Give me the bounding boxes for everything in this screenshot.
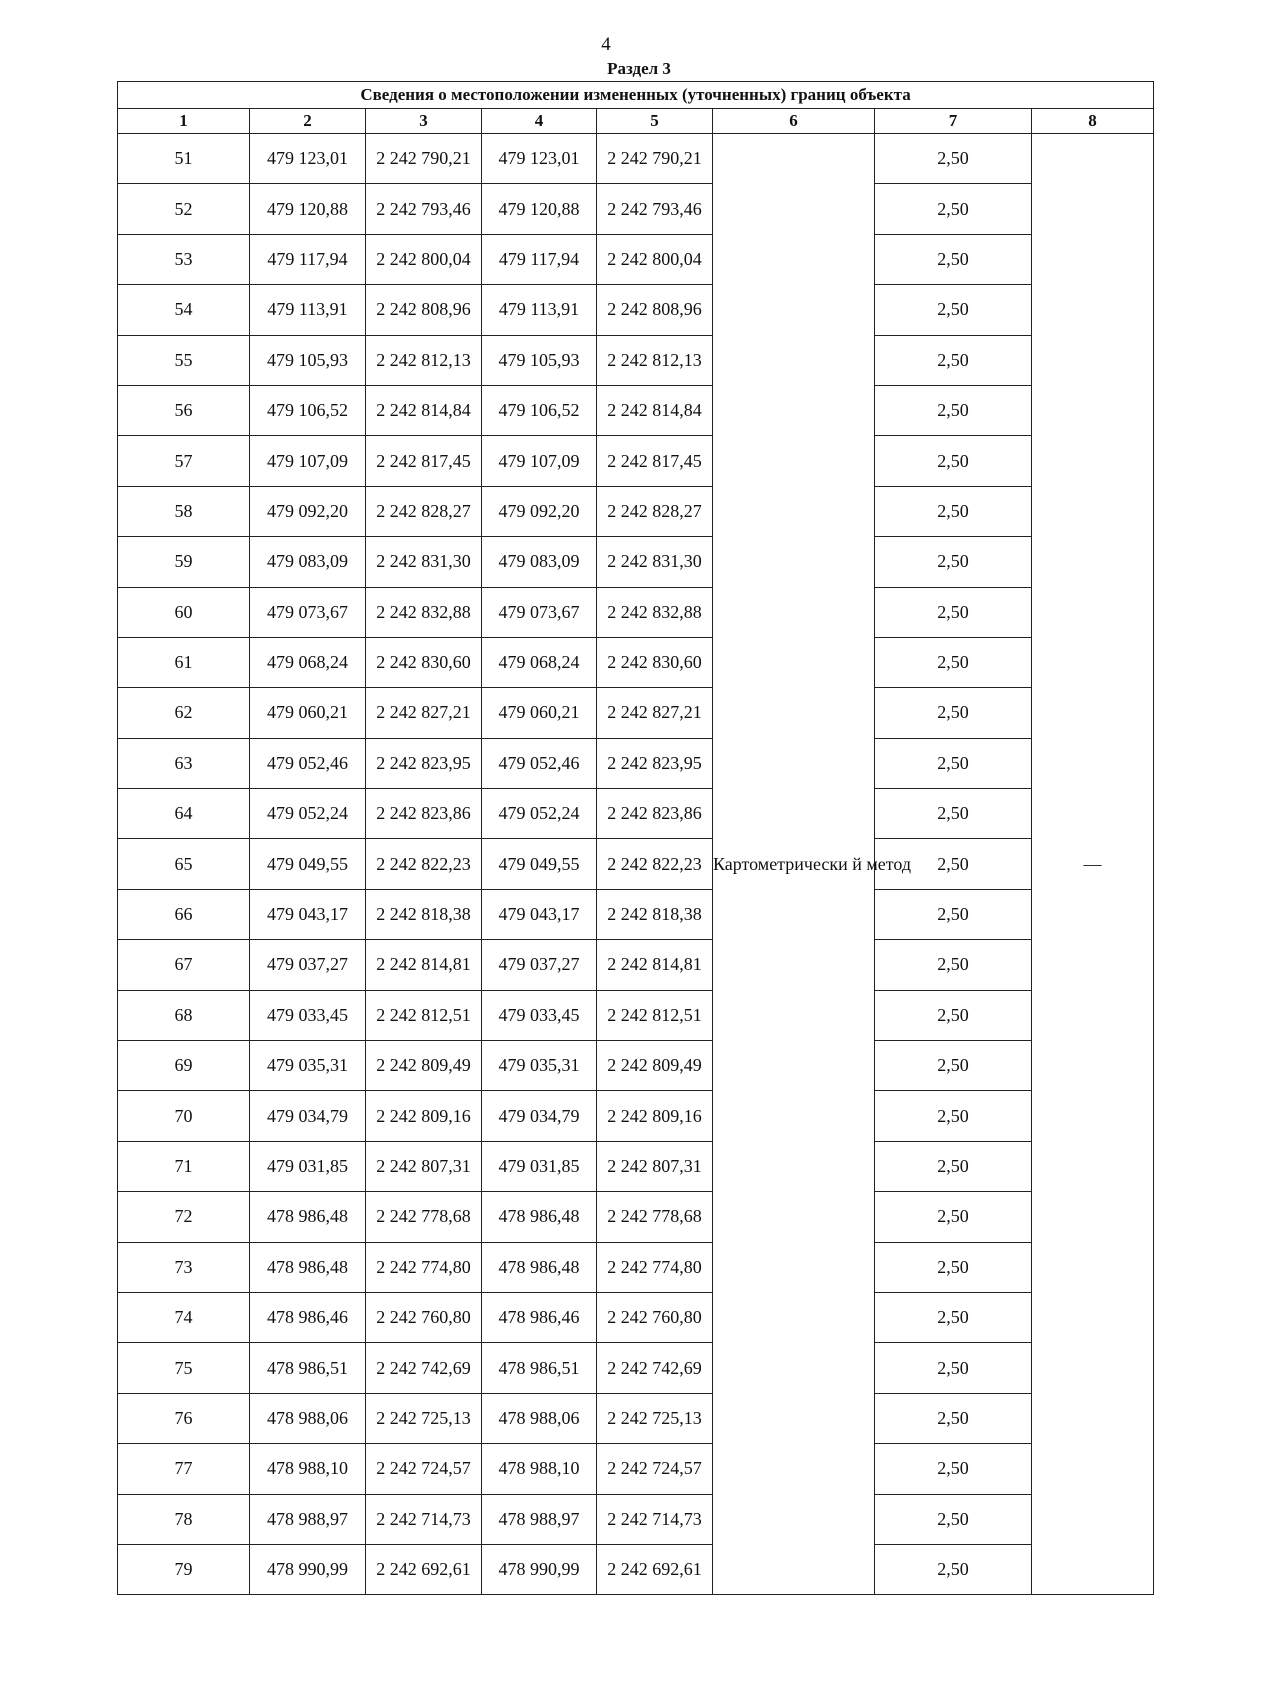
column-number: 1 [118, 109, 250, 134]
x-existing-cell: 479 052,46 [250, 738, 366, 788]
table-row [118, 990, 1154, 1040]
x-existing-cell: 478 986,48 [250, 1242, 366, 1292]
y-new-cell: 2 242 760,80 [597, 1292, 713, 1342]
point-number-cell: 65 [118, 839, 250, 889]
point-number-cell: 55 [118, 335, 250, 385]
y-existing-cell: 2 242 831,30 [366, 537, 482, 587]
y-new-cell: 2 242 827,21 [597, 688, 713, 738]
point-number-cell: 75 [118, 1343, 250, 1393]
x-existing-cell: 479 083,09 [250, 537, 366, 587]
table-row [118, 940, 1154, 990]
y-new-cell: 2 242 800,04 [597, 234, 713, 284]
table-row [118, 285, 1154, 335]
accuracy-cell: 2,50 [875, 1141, 1032, 1191]
y-existing-cell: 2 242 814,81 [366, 940, 482, 990]
y-existing-cell: 2 242 760,80 [366, 1292, 482, 1342]
accuracy-cell: 2,50 [875, 285, 1032, 335]
column-number: 7 [875, 109, 1032, 134]
accuracy-cell: 2,50 [875, 587, 1032, 637]
point-number-cell: 60 [118, 587, 250, 637]
x-existing-cell: 479 049,55 [250, 839, 366, 889]
point-number-cell: 72 [118, 1192, 250, 1242]
y-existing-cell: 2 242 832,88 [366, 587, 482, 637]
accuracy-cell: 2,50 [875, 789, 1032, 839]
point-number-cell: 67 [118, 940, 250, 990]
table-row [118, 587, 1154, 637]
x-new-cell: 478 988,06 [482, 1393, 597, 1443]
accuracy-cell: 2,50 [875, 1292, 1032, 1342]
table-row [118, 184, 1154, 234]
table-body [118, 134, 1154, 1595]
x-existing-cell: 479 117,94 [250, 234, 366, 284]
y-new-cell: 2 242 823,86 [597, 789, 713, 839]
accuracy-cell: 2,50 [875, 637, 1032, 687]
page-number: 4 [601, 34, 611, 55]
x-existing-cell: 479 033,45 [250, 990, 366, 1040]
y-existing-cell: 2 242 817,45 [366, 436, 482, 486]
y-existing-cell: 2 242 809,49 [366, 1041, 482, 1091]
x-existing-cell: 479 035,31 [250, 1041, 366, 1091]
y-existing-cell: 2 242 830,60 [366, 637, 482, 687]
x-existing-cell: 479 037,27 [250, 940, 366, 990]
point-number-cell: 73 [118, 1242, 250, 1292]
x-new-cell: 479 052,24 [482, 789, 597, 839]
y-new-cell: 2 242 809,16 [597, 1091, 713, 1141]
x-existing-cell: 479 107,09 [250, 436, 366, 486]
column-number: 8 [1032, 109, 1154, 134]
point-number-cell: 63 [118, 738, 250, 788]
table-row [118, 688, 1154, 738]
y-new-cell: 2 242 830,60 [597, 637, 713, 687]
y-existing-cell: 2 242 823,95 [366, 738, 482, 788]
x-existing-cell: 479 123,01 [250, 134, 366, 184]
x-existing-cell: 479 073,67 [250, 587, 366, 637]
accuracy-cell: 2,50 [875, 1343, 1032, 1393]
accuracy-cell: 2,50 [875, 1444, 1032, 1494]
point-number-cell: 78 [118, 1494, 250, 1544]
point-number-cell: 62 [118, 688, 250, 738]
accuracy-cell: 2,50 [875, 1393, 1032, 1443]
point-number-cell: 61 [118, 637, 250, 687]
x-new-cell: 478 986,48 [482, 1242, 597, 1292]
y-new-cell: 2 242 818,38 [597, 889, 713, 939]
point-number-cell: 56 [118, 385, 250, 435]
method-cell: Картометрически й метод [713, 134, 875, 1595]
column-number: 2 [250, 109, 366, 134]
column-number: 3 [366, 109, 482, 134]
x-new-cell: 479 035,31 [482, 1041, 597, 1091]
x-existing-cell: 479 068,24 [250, 637, 366, 687]
table-row [118, 1393, 1154, 1443]
x-new-cell: 479 117,94 [482, 234, 597, 284]
table-row [118, 1292, 1154, 1342]
y-new-cell: 2 242 742,69 [597, 1343, 713, 1393]
y-existing-cell: 2 242 774,80 [366, 1242, 482, 1292]
point-number-cell: 59 [118, 537, 250, 587]
x-existing-cell: 478 988,97 [250, 1494, 366, 1544]
y-new-cell: 2 242 814,84 [597, 385, 713, 435]
x-existing-cell: 478 988,10 [250, 1444, 366, 1494]
x-new-cell: 479 092,20 [482, 486, 597, 536]
point-number-cell: 71 [118, 1141, 250, 1191]
y-existing-cell: 2 242 828,27 [366, 486, 482, 536]
table-row [118, 1091, 1154, 1141]
x-new-cell: 479 107,09 [482, 436, 597, 486]
accuracy-cell: 2,50 [875, 184, 1032, 234]
x-existing-cell: 479 060,21 [250, 688, 366, 738]
y-existing-cell: 2 242 807,31 [366, 1141, 482, 1191]
x-existing-cell: 478 986,51 [250, 1343, 366, 1393]
accuracy-cell: 2,50 [875, 537, 1032, 587]
y-new-cell: 2 242 793,46 [597, 184, 713, 234]
y-existing-cell: 2 242 725,13 [366, 1393, 482, 1443]
y-new-cell: 2 242 814,81 [597, 940, 713, 990]
y-new-cell: 2 242 809,49 [597, 1041, 713, 1091]
y-existing-cell: 2 242 742,69 [366, 1343, 482, 1393]
x-existing-cell: 479 034,79 [250, 1091, 366, 1141]
table-row [118, 1544, 1154, 1594]
accuracy-cell: 2,50 [875, 1544, 1032, 1594]
y-existing-cell: 2 242 822,23 [366, 839, 482, 889]
point-number-cell: 66 [118, 889, 250, 939]
table-row [118, 436, 1154, 486]
y-existing-cell: 2 242 812,13 [366, 335, 482, 385]
y-new-cell: 2 242 774,80 [597, 1242, 713, 1292]
x-new-cell: 479 043,17 [482, 889, 597, 939]
x-new-cell: 479 073,67 [482, 587, 597, 637]
table-row [118, 537, 1154, 587]
accuracy-cell: 2,50 [875, 1242, 1032, 1292]
y-existing-cell: 2 242 800,04 [366, 234, 482, 284]
table-row [118, 335, 1154, 385]
point-number-cell: 69 [118, 1041, 250, 1091]
y-existing-cell: 2 242 793,46 [366, 184, 482, 234]
y-new-cell: 2 242 828,27 [597, 486, 713, 536]
point-number-cell: 58 [118, 486, 250, 536]
point-number-cell: 57 [118, 436, 250, 486]
table-row [118, 839, 1154, 889]
table-row [118, 1141, 1154, 1191]
x-new-cell: 479 060,21 [482, 688, 597, 738]
point-number-cell: 64 [118, 789, 250, 839]
y-new-cell: 2 242 725,13 [597, 1393, 713, 1443]
x-new-cell: 479 123,01 [482, 134, 597, 184]
accuracy-cell: 2,50 [875, 486, 1032, 536]
y-new-cell: 2 242 832,88 [597, 587, 713, 637]
y-new-cell: 2 242 823,95 [597, 738, 713, 788]
y-existing-cell: 2 242 818,38 [366, 889, 482, 939]
x-existing-cell: 478 986,48 [250, 1192, 366, 1242]
table-row [118, 134, 1154, 184]
column-number: 5 [597, 109, 713, 134]
y-existing-cell: 2 242 809,16 [366, 1091, 482, 1141]
accuracy-cell: 2,50 [875, 436, 1032, 486]
table-row [118, 1494, 1154, 1544]
y-new-cell: 2 242 790,21 [597, 134, 713, 184]
y-existing-cell: 2 242 812,51 [366, 990, 482, 1040]
y-new-cell: 2 242 812,13 [597, 335, 713, 385]
y-new-cell: 2 242 812,51 [597, 990, 713, 1040]
y-new-cell: 2 242 724,57 [597, 1444, 713, 1494]
x-new-cell: 479 037,27 [482, 940, 597, 990]
table-row [118, 1192, 1154, 1242]
y-existing-cell: 2 242 692,61 [366, 1544, 482, 1594]
x-existing-cell: 479 043,17 [250, 889, 366, 939]
point-number-cell: 68 [118, 990, 250, 1040]
x-new-cell: 478 990,99 [482, 1544, 597, 1594]
y-existing-cell: 2 242 714,73 [366, 1494, 482, 1544]
point-number-cell: 70 [118, 1091, 250, 1141]
y-existing-cell: 2 242 790,21 [366, 134, 482, 184]
x-existing-cell: 479 113,91 [250, 285, 366, 335]
y-existing-cell: 2 242 827,21 [366, 688, 482, 738]
x-existing-cell: 479 052,24 [250, 789, 366, 839]
accuracy-cell: 2,50 [875, 1041, 1032, 1091]
accuracy-cell: 2,50 [875, 889, 1032, 939]
point-number-cell: 74 [118, 1292, 250, 1342]
table-row [118, 889, 1154, 939]
x-new-cell: 479 105,93 [482, 335, 597, 385]
x-existing-cell: 479 031,85 [250, 1141, 366, 1191]
table-row [118, 1343, 1154, 1393]
point-number-cell: 76 [118, 1393, 250, 1443]
y-new-cell: 2 242 714,73 [597, 1494, 713, 1544]
y-new-cell: 2 242 778,68 [597, 1192, 713, 1242]
point-number-cell: 54 [118, 285, 250, 335]
accuracy-cell: 2,50 [875, 1091, 1032, 1141]
section-title: Раздел 3 [607, 59, 671, 78]
x-new-cell: 479 113,91 [482, 285, 597, 335]
y-existing-cell: 2 242 808,96 [366, 285, 482, 335]
accuracy-cell: 2,50 [875, 134, 1032, 184]
y-new-cell: 2 242 808,96 [597, 285, 713, 335]
boundary-coordinates-table [117, 81, 1154, 1595]
x-existing-cell: 479 106,52 [250, 385, 366, 435]
y-new-cell: 2 242 822,23 [597, 839, 713, 889]
accuracy-cell: 2,50 [875, 738, 1032, 788]
x-new-cell: 479 034,79 [482, 1091, 597, 1141]
table-row [118, 1041, 1154, 1091]
x-new-cell: 479 049,55 [482, 839, 597, 889]
x-new-cell: 478 988,10 [482, 1444, 597, 1494]
x-new-cell: 479 052,46 [482, 738, 597, 788]
point-number-cell: 77 [118, 1444, 250, 1494]
accuracy-cell: 2,50 [875, 1494, 1032, 1544]
y-existing-cell: 2 242 778,68 [366, 1192, 482, 1242]
y-new-cell: 2 242 807,31 [597, 1141, 713, 1191]
x-new-cell: 479 106,52 [482, 385, 597, 435]
x-new-cell: 479 068,24 [482, 637, 597, 687]
table-caption: Сведения о местоположении измененных (уточненных) границ объекта [118, 82, 1154, 109]
y-existing-cell: 2 242 814,84 [366, 385, 482, 435]
table-row [118, 738, 1154, 788]
x-new-cell: 478 986,46 [482, 1292, 597, 1342]
table-row [118, 486, 1154, 536]
accuracy-cell: 2,50 [875, 688, 1032, 738]
point-number-cell: 53 [118, 234, 250, 284]
y-existing-cell: 2 242 823,86 [366, 789, 482, 839]
x-new-cell: 479 083,09 [482, 537, 597, 587]
x-new-cell: 479 120,88 [482, 184, 597, 234]
accuracy-cell: 2,50 [875, 940, 1032, 990]
table-row [118, 234, 1154, 284]
table-row [118, 1444, 1154, 1494]
accuracy-cell: 2,50 [875, 1192, 1032, 1242]
accuracy-cell: 2,50 [875, 990, 1032, 1040]
accuracy-cell: 2,50 [875, 335, 1032, 385]
x-existing-cell: 479 105,93 [250, 335, 366, 385]
column-number: 6 [713, 109, 875, 134]
x-new-cell: 479 033,45 [482, 990, 597, 1040]
column-8-cell: — [1032, 134, 1154, 1595]
x-new-cell: 478 986,51 [482, 1343, 597, 1393]
accuracy-cell: 2,50 [875, 385, 1032, 435]
point-number-cell: 79 [118, 1544, 250, 1594]
x-new-cell: 479 031,85 [482, 1141, 597, 1191]
y-new-cell: 2 242 817,45 [597, 436, 713, 486]
accuracy-cell: 2,50 [875, 839, 1032, 889]
table-row [118, 789, 1154, 839]
x-existing-cell: 478 986,46 [250, 1292, 366, 1342]
y-new-cell: 2 242 831,30 [597, 537, 713, 587]
y-new-cell: 2 242 692,61 [597, 1544, 713, 1594]
x-existing-cell: 478 990,99 [250, 1544, 366, 1594]
point-number-cell: 52 [118, 184, 250, 234]
table-row [118, 385, 1154, 435]
point-number-cell: 51 [118, 134, 250, 184]
column-number-row [118, 109, 1154, 134]
column-number: 4 [482, 109, 597, 134]
y-existing-cell: 2 242 724,57 [366, 1444, 482, 1494]
accuracy-cell: 2,50 [875, 234, 1032, 284]
x-new-cell: 478 988,97 [482, 1494, 597, 1544]
x-existing-cell: 479 120,88 [250, 184, 366, 234]
table-row [118, 1242, 1154, 1292]
table-row [118, 637, 1154, 687]
x-existing-cell: 478 988,06 [250, 1393, 366, 1443]
x-new-cell: 478 986,48 [482, 1192, 597, 1242]
x-existing-cell: 479 092,20 [250, 486, 366, 536]
